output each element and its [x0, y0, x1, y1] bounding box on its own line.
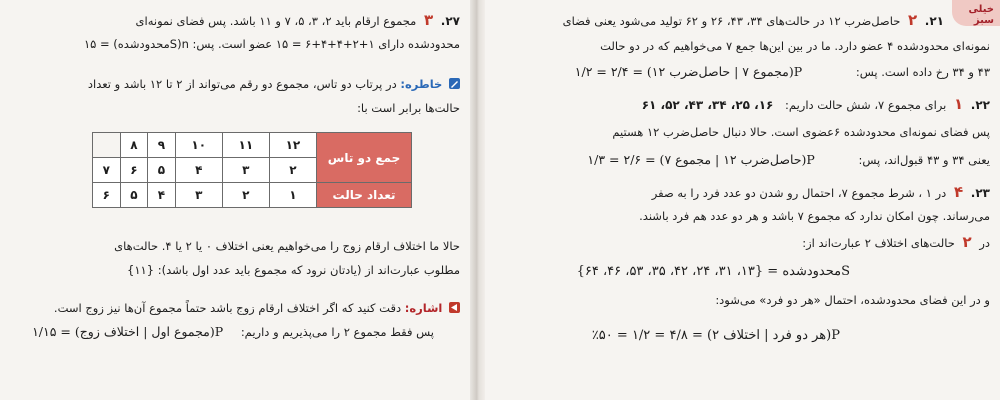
note2-formula: P(مجموع اول | اختلاف زوج) = ۱/۱۵ [32, 324, 224, 339]
table-cell: ۱ [269, 183, 316, 208]
q23-option-answer: ۲ [962, 233, 972, 251]
q21-number: ۲۱. [924, 14, 944, 28]
q23-answer: ۴ [953, 183, 964, 201]
table-cell: ۶ [93, 183, 121, 208]
q21-text1: حاصل‌ضرب ۱۲ در حالت‌های ۳۴، ۴۳، ۲۶ و ۶۲ تولید می‌شود یعنی فضای [562, 14, 901, 28]
q27-number: ۲۷. [440, 14, 460, 28]
para1-line1: حالا ما اختلاف ارقام زوج را می‌خواهیم یعنی اختلاف ۰ یا ۲ یا ۴. حالت‌های [114, 239, 460, 253]
note1-line1 [88, 76, 460, 92]
q22-line3 [587, 152, 990, 168]
table-cell: ۹ [148, 133, 176, 158]
table-cell: ۴ [148, 183, 176, 208]
q27-line2: محدودشده دارای ۱+۲+۴+۴+۶ = ۱۵ عضو است. پس: n(Sمحدودشده) = ۱۵ [83, 37, 460, 51]
table-header-count: تعداد حالت [317, 183, 412, 208]
left-page [0, 0, 470, 400]
q22-answer: ۱ [953, 95, 964, 113]
q23-set: Sمحدودشده = {۱۳، ۳۱، ۲۴، ۴۲، ۳۵، ۵۳، ۴۶، ۶۴} [576, 264, 850, 279]
q21-text3: ۴۳ و ۳۴ رخ داده است. پس: [855, 65, 990, 79]
q22-formula: P(حاصل‌ضرب ۱۲ | مجموع ۷) = ۲/۶ = ۱/۳ [587, 152, 815, 167]
book-spine [470, 0, 485, 400]
note2-line1 [54, 300, 460, 316]
logo-text: خیلی سبز [968, 4, 994, 26]
q23-line1 [652, 184, 990, 201]
dice-sum-table [92, 132, 412, 208]
table-cell: ۴ [175, 158, 222, 183]
q21-line3 [575, 64, 990, 80]
note1-line2: حالت‌ها برابر است با: [357, 101, 460, 115]
table-cell [93, 133, 121, 158]
table-row [93, 183, 412, 208]
q22-line2: پس فضای نمونه‌ای محدودشده ۶عضوی است. حالا دنبال حاصل‌ضرب ۱۲ هستیم [612, 125, 990, 139]
note1-label: خاطره: [400, 77, 443, 91]
q23-text1: در ۱ ، شرط مجموع ۷، احتمال رو شدن دو عدد فرد را به صفر [651, 186, 947, 200]
q23-formula: P(هر دو فرد | اختلاف ۲) = ۴/۸ = ۱/۲ = ۵۰٪ [591, 328, 840, 343]
table-cell: ۵ [148, 158, 176, 183]
q21-answer: ۲ [907, 11, 918, 29]
note2-line2 [32, 324, 434, 340]
table-cell: ۶ [120, 158, 148, 183]
pencil-icon [449, 78, 460, 89]
table-row [93, 133, 412, 158]
note1-text1: در پرتاب دو تاس، مجموع دو رقم می‌تواند از ۲ تا ۱۲ باشد و تعداد [87, 77, 397, 91]
q22-text3: یعنی ۳۴ و ۴۳ قبول‌اند، پس: [858, 153, 990, 167]
table-cell: ۱۲ [269, 133, 316, 158]
q21-formula: P(مجموع ۷ | حاصل‌ضرب ۱۲) = ۲/۴ = ۱/۲ [574, 64, 803, 79]
q22-number: ۲۲. [970, 98, 990, 112]
q22-line1 [642, 96, 990, 113]
q22-text1: برای مجموع ۷، شش حالت داریم: [785, 98, 947, 112]
q23-line3 [802, 234, 990, 251]
table-cell: ۵ [120, 183, 148, 208]
note2-label: اشاره: [404, 301, 443, 315]
q21-line2: نمونه‌ای محدودشده ۴ عضو دارد. ما در بین این‌ها جمع ۷ می‌خواهیم که در دو حالت [600, 39, 990, 53]
table-cell: ۲ [222, 183, 269, 208]
q27-line1 [136, 12, 460, 29]
q23-line2: می‌رساند. چون امکان ندارد که مجموع ۷ باشد و هر دو عدد هم فرد باشند. [639, 209, 990, 223]
q23-text3: حالت‌های اختلاف ۲ عبارت‌اند از: [802, 236, 955, 250]
table-cell: ۳ [222, 158, 269, 183]
publisher-logo [952, 0, 1000, 26]
table-cell: ۸ [120, 133, 148, 158]
table-cell: ۷ [93, 158, 121, 183]
table-cell: ۱۰ [175, 133, 222, 158]
table-cell: ۲ [269, 158, 316, 183]
note2-text1: دقت کنید که اگر اختلاف ارقام زوج باشد حتماً مجموع آن‌ها نیز زوج است. [53, 301, 402, 315]
note2-text2: پس فقط مجموع ۲ را می‌پذیریم و داریم: [240, 325, 434, 339]
q21-line1 [563, 12, 944, 29]
q27-answer: ۳ [423, 11, 434, 29]
right-page [485, 0, 1000, 400]
pointer-icon [449, 302, 460, 313]
q23-line4: و در این فضای محدودشده، احتمال «هر دو فرد» می‌شود: [715, 293, 990, 307]
q22-values: ۱۶، ۲۵، ۳۴، ۴۳، ۵۲، ۶۱ [641, 98, 774, 112]
para1-line2: مطلوب عبارت‌اند از (یادتان نرود که مجموع باید عدد اول باشد): {۱۱} [127, 263, 460, 277]
q23-number: ۲۳. [970, 186, 990, 200]
table-header-sum: جمع دو تاس [317, 133, 412, 183]
q27-text1: مجموع ارقام باید ۲، ۳، ۵، ۷ و ۱۱ باشد. پس فضای نمونه‌ای [135, 14, 417, 28]
table-cell: ۳ [175, 183, 222, 208]
q23-text3-prefix: در [979, 236, 990, 250]
table-cell: ۱۱ [222, 133, 269, 158]
